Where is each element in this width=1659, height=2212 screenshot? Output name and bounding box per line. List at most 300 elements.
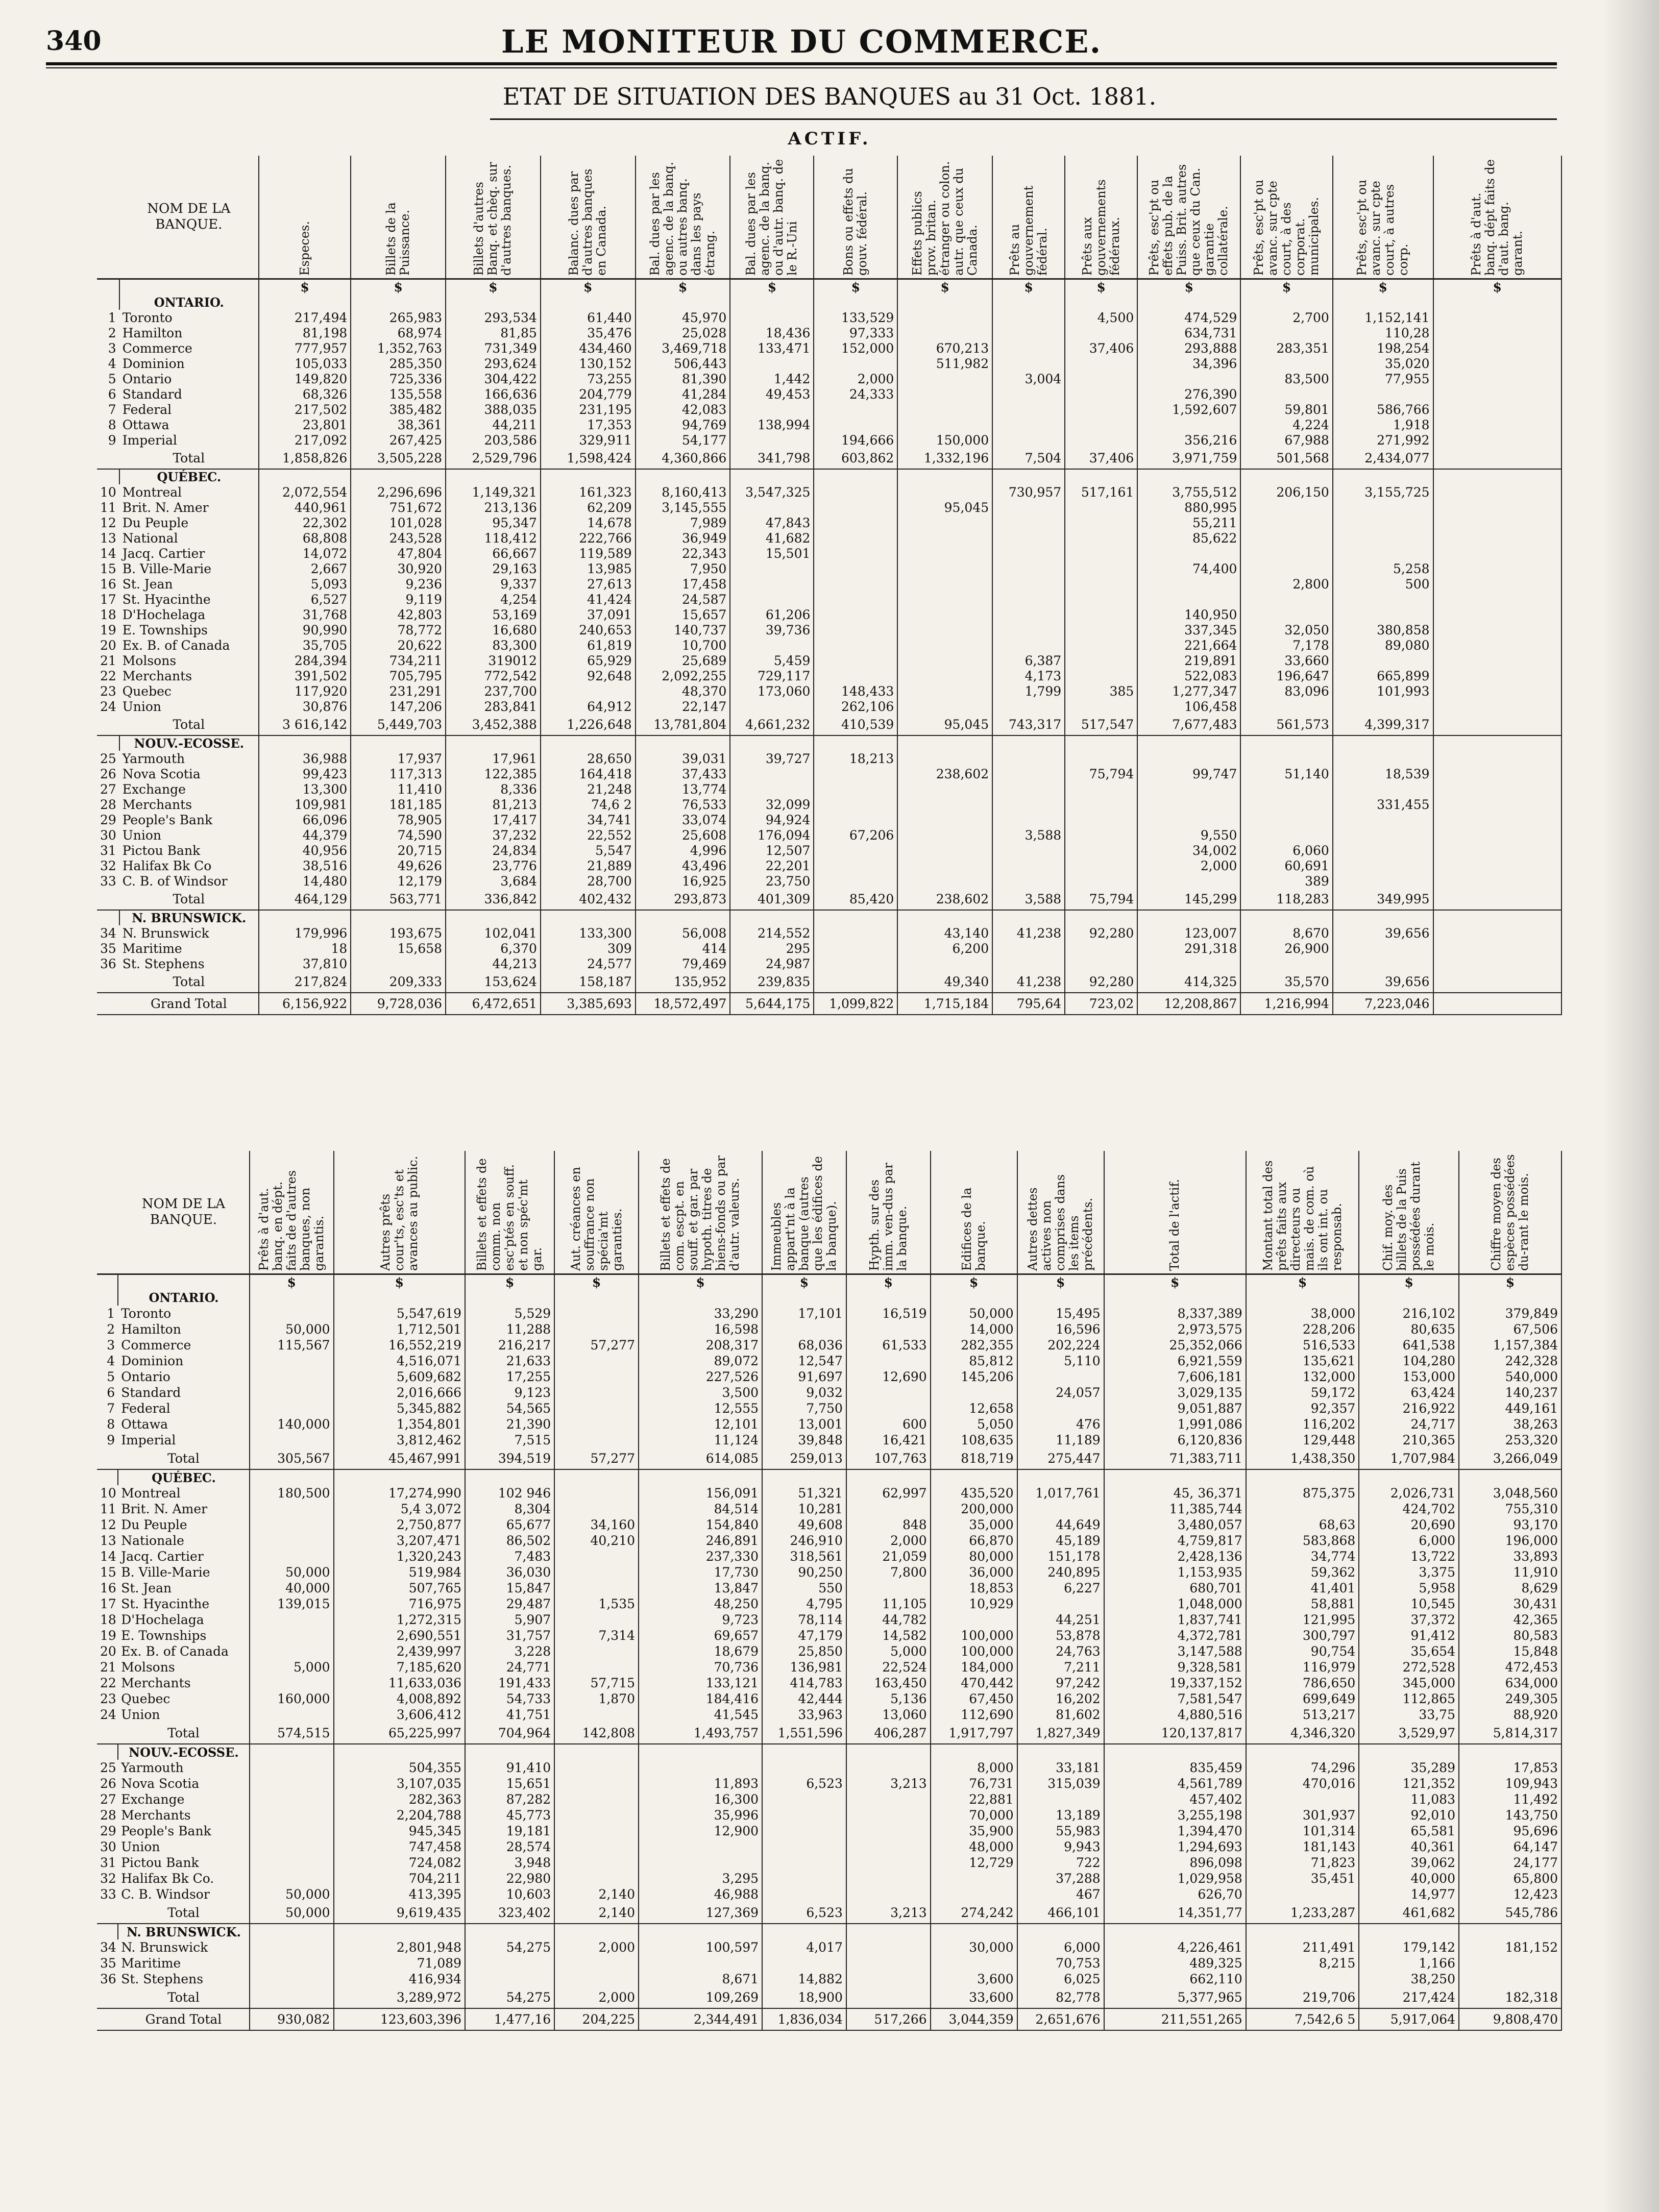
- value-cell: [1240, 781, 1332, 797]
- bank-name: Ex. B. of Canada: [118, 1643, 250, 1659]
- value-cell: 2,092,255: [636, 668, 730, 683]
- value-cell: [1433, 889, 1562, 910]
- bank-row: [97, 1791, 1562, 1807]
- value-cell: 3,505,228: [351, 448, 446, 469]
- value-cell: [897, 668, 992, 683]
- value-cell: 65,800: [1459, 1871, 1562, 1886]
- value-cell: [814, 546, 897, 561]
- currency-row: [97, 279, 1562, 295]
- value-cell: 61,206: [730, 607, 814, 622]
- value-cell: 295: [730, 941, 814, 956]
- value-cell: [897, 781, 992, 797]
- province-section-row: [97, 1290, 1562, 1306]
- value-cell: 449,161: [1459, 1400, 1562, 1416]
- value-cell: 31,768: [259, 607, 351, 622]
- bank-row: [97, 1306, 1562, 1321]
- value-cell: [554, 1564, 639, 1580]
- bank-name: St. Stephens: [119, 956, 259, 971]
- value-cell: [554, 1385, 639, 1400]
- value-cell: 563,771: [351, 889, 446, 910]
- value-cell: 70,736: [639, 1659, 762, 1675]
- value-cell: [1017, 1501, 1104, 1517]
- total-row: [97, 1987, 1562, 2008]
- value-cell: 116,202: [1246, 1416, 1359, 1432]
- value-cell: [814, 530, 897, 546]
- value-cell: 2,000: [554, 1987, 639, 2008]
- value-cell: 12,507: [730, 843, 814, 858]
- bank-name: Brit. N. Amer: [119, 500, 259, 515]
- column-header-label: Prêts au gouvernement fédéral.: [1007, 185, 1050, 276]
- value-cell: 44,211: [446, 417, 541, 432]
- value-cell: 283,841: [446, 699, 541, 714]
- value-cell: 285,350: [351, 356, 446, 371]
- value-cell: [992, 402, 1065, 417]
- column-header: [931, 1151, 1017, 1274]
- value-cell: 4,346,320: [1246, 1723, 1359, 1744]
- value-cell: [846, 1807, 931, 1823]
- value-cell: [1333, 858, 1433, 873]
- value-cell: 1,394,470: [1104, 1823, 1246, 1839]
- value-cell: [814, 668, 897, 683]
- currency-symbol: $: [541, 279, 636, 295]
- value-cell: 85,420: [814, 889, 897, 910]
- value-cell: 39,736: [730, 622, 814, 637]
- bank-row: [97, 1760, 1562, 1776]
- value-cell: 517,266: [846, 2008, 931, 2030]
- value-cell: 145,206: [931, 1369, 1017, 1385]
- value-cell: 583,868: [1246, 1533, 1359, 1549]
- value-cell: 6,120,836: [1104, 1432, 1246, 1448]
- row-index: 10: [100, 484, 116, 500]
- value-cell: [1333, 653, 1433, 668]
- value-cell: 66,870: [931, 1533, 1017, 1549]
- value-cell: 305,567: [250, 1448, 334, 1469]
- value-cell: 40,956: [259, 843, 351, 858]
- value-cell: 3,948: [465, 1855, 554, 1871]
- row-index: 19: [100, 622, 116, 637]
- value-cell: 9,123: [465, 1385, 554, 1400]
- value-cell: 385,482: [351, 402, 446, 417]
- currency-symbol: $: [897, 279, 992, 295]
- value-cell: 18,900: [762, 1987, 846, 2008]
- column-header-label: Autres dettes actives non comprises dans les items précédents.: [1026, 1174, 1095, 1271]
- value-cell: 7,178: [1240, 637, 1332, 653]
- value-cell: 4,008,892: [334, 1691, 466, 1707]
- value-cell: 1,294,693: [1104, 1839, 1246, 1855]
- value-cell: 356,216: [1137, 432, 1240, 448]
- column-header-label: Immeubles appart'nt à la banque (autres que les édifices de la banque).: [769, 1156, 839, 1271]
- value-cell: 156,091: [639, 1485, 762, 1501]
- value-cell: 2,000: [554, 1939, 639, 1955]
- row-index: 14: [100, 546, 116, 561]
- value-cell: [1240, 530, 1332, 546]
- value-cell: [1459, 1955, 1562, 1971]
- value-cell: 336,842: [446, 889, 541, 910]
- value-cell: [897, 607, 992, 622]
- value-cell: [554, 1643, 639, 1659]
- value-cell: 416,934: [334, 1971, 466, 1987]
- value-cell: 11,410: [351, 781, 446, 797]
- value-cell: 1,837,741: [1104, 1612, 1246, 1628]
- bank-row: [97, 371, 1562, 386]
- value-cell: 173,060: [730, 683, 814, 699]
- value-cell: [554, 1807, 639, 1823]
- bank-row: [97, 1691, 1562, 1707]
- value-cell: [1065, 356, 1137, 371]
- page-edge-shadow: [1603, 0, 1659, 2212]
- value-cell: [992, 500, 1065, 515]
- value-cell: 129,448: [1246, 1432, 1359, 1448]
- value-cell: 85,622: [1137, 530, 1240, 546]
- value-cell: 8,670: [1240, 925, 1332, 941]
- value-cell: 16,552,219: [334, 1337, 466, 1353]
- value-cell: 21,633: [465, 1353, 554, 1369]
- value-cell: 130,152: [541, 356, 636, 371]
- value-cell: 33,290: [639, 1306, 762, 1321]
- value-cell: 25,028: [636, 325, 730, 340]
- value-cell: 15,501: [730, 546, 814, 561]
- value-cell: 13,722: [1359, 1549, 1459, 1564]
- value-cell: [814, 971, 897, 993]
- value-cell: [730, 781, 814, 797]
- bank-row: [97, 1596, 1562, 1612]
- value-cell: 670,213: [897, 340, 992, 356]
- value-cell: 35,476: [541, 325, 636, 340]
- row-index: 12: [100, 1517, 116, 1532]
- value-cell: 30,000: [931, 1939, 1017, 1955]
- value-cell: [897, 576, 992, 592]
- value-cell: [814, 356, 897, 371]
- bank-name: Ontario: [118, 1369, 250, 1385]
- value-cell: [1017, 1400, 1104, 1416]
- value-cell: [814, 812, 897, 827]
- value-cell: 2,296,696: [351, 484, 446, 500]
- value-cell: 39,656: [1333, 925, 1433, 941]
- value-cell: [897, 561, 992, 576]
- bank-name: Nova Scotia: [119, 766, 259, 781]
- value-cell: 67,988: [1240, 432, 1332, 448]
- value-cell: 67,450: [931, 1691, 1017, 1707]
- bank-row: [97, 653, 1562, 668]
- value-cell: [814, 561, 897, 576]
- value-cell: 50,000: [250, 1564, 334, 1580]
- value-cell: [897, 592, 992, 607]
- value-cell: [814, 592, 897, 607]
- value-cell: [931, 1871, 1017, 1886]
- value-cell: 61,533: [846, 1337, 931, 1353]
- value-cell: 3,755,512: [1137, 484, 1240, 500]
- value-cell: 11,105: [846, 1596, 931, 1612]
- value-cell: 38,361: [351, 417, 446, 432]
- value-cell: [1333, 546, 1433, 561]
- value-cell: 58,881: [1246, 1596, 1359, 1612]
- value-cell: [992, 386, 1065, 402]
- value-cell: [846, 1987, 931, 2008]
- value-cell: [1065, 956, 1137, 971]
- total-label: Grand Total: [119, 993, 259, 1015]
- value-cell: 8,629: [1459, 1580, 1562, 1596]
- value-cell: 634,731: [1137, 325, 1240, 340]
- value-cell: 95,696: [1459, 1823, 1562, 1839]
- bank-name: Union: [119, 827, 259, 843]
- value-cell: 896,098: [1104, 1855, 1246, 1871]
- bank-row: [97, 766, 1562, 781]
- value-cell: 70,753: [1017, 1955, 1104, 1971]
- value-cell: [897, 310, 992, 325]
- value-cell: [1240, 827, 1332, 843]
- province-name: NOUV.-ECOSSE.: [119, 735, 259, 751]
- bank-row: [97, 386, 1562, 402]
- value-cell: 9,943: [1017, 1839, 1104, 1855]
- value-cell: 3,289,972: [334, 1987, 466, 2008]
- value-cell: 49,608: [762, 1517, 846, 1533]
- value-cell: 517,547: [1065, 714, 1137, 735]
- value-cell: [730, 699, 814, 714]
- column-header-label: Prêts, esc'pt ou avanc. sur cpte court, à autres corp.: [1355, 179, 1411, 276]
- value-cell: 38,000: [1246, 1306, 1359, 1321]
- value-cell: 122,385: [446, 766, 541, 781]
- bank-row: [97, 941, 1562, 956]
- value-cell: [250, 1432, 334, 1448]
- value-cell: 35,705: [259, 637, 351, 653]
- header-row: [97, 1151, 1562, 1274]
- row-index: 36: [100, 956, 116, 971]
- value-cell: 133,471: [730, 340, 814, 356]
- value-cell: 90,754: [1246, 1643, 1359, 1659]
- value-cell: 166,636: [446, 386, 541, 402]
- value-cell: 84,514: [639, 1501, 762, 1517]
- province-name: N. BRUNSWICK.: [118, 1924, 250, 1939]
- value-cell: 262,106: [814, 699, 897, 714]
- column-header-label: Prêts, esc'pt ou effets pub. de la Puiss. Brit. autres que ceux du Can. garantie collatérale.: [1147, 164, 1231, 276]
- currency-symbol: $: [846, 1274, 931, 1290]
- value-cell: 86,502: [465, 1533, 554, 1549]
- value-cell: [814, 500, 897, 515]
- value-cell: 513,217: [1246, 1707, 1359, 1723]
- value-cell: 64,147: [1459, 1839, 1562, 1855]
- value-cell: 331,455: [1333, 797, 1433, 812]
- value-cell: [1065, 500, 1137, 515]
- value-cell: 28,700: [541, 873, 636, 889]
- value-cell: 8,000: [931, 1760, 1017, 1776]
- column-header: [814, 156, 897, 279]
- column-header-label: Chif. moy. des billets de la Puis possédées durant le mois.: [1381, 1161, 1437, 1271]
- value-cell: [1333, 386, 1433, 402]
- value-cell: 5,4 3,072: [334, 1501, 466, 1517]
- value-cell: 440,961: [259, 500, 351, 515]
- value-cell: 1,535: [554, 1596, 639, 1612]
- value-cell: 3,155,725: [1333, 484, 1433, 500]
- row-index: 30: [100, 827, 116, 843]
- column-header: [846, 1151, 931, 1274]
- value-cell: [1433, 956, 1562, 971]
- value-cell: 15,651: [465, 1776, 554, 1791]
- value-cell: [1065, 432, 1137, 448]
- value-cell: 33,75: [1359, 1707, 1459, 1723]
- value-cell: 8,215: [1246, 1955, 1359, 1971]
- bank-row: [97, 1432, 1562, 1448]
- bank-name: Ottawa: [118, 1416, 250, 1432]
- row-index: 14: [100, 1549, 116, 1564]
- value-cell: 5,258: [1333, 561, 1433, 576]
- value-cell: 413,395: [334, 1886, 466, 1902]
- value-cell: 1,277,347: [1137, 683, 1240, 699]
- value-cell: 414,783: [762, 1675, 846, 1691]
- row-index: 31: [100, 1855, 116, 1870]
- value-cell: 34,160: [554, 1517, 639, 1533]
- value-cell: 95,045: [897, 714, 992, 735]
- value-cell: 92,280: [1065, 971, 1137, 993]
- value-cell: [554, 1485, 639, 1501]
- value-cell: [1246, 1971, 1359, 1987]
- value-cell: 25,352,066: [1104, 1337, 1246, 1353]
- bank-name: Nationale: [118, 1533, 250, 1549]
- value-cell: 470,442: [931, 1675, 1017, 1691]
- value-cell: 65,581: [1359, 1823, 1459, 1839]
- value-cell: 704,211: [334, 1871, 466, 1886]
- value-cell: 219,706: [1246, 1987, 1359, 2008]
- value-cell: 37,288: [1017, 1871, 1104, 1886]
- value-cell: 22,881: [931, 1791, 1017, 1807]
- value-cell: 47,804: [351, 546, 446, 561]
- bank-name: Union: [119, 699, 259, 714]
- total-label: Total: [118, 1448, 250, 1469]
- value-cell: 153,624: [446, 971, 541, 993]
- value-cell: 75,794: [1065, 766, 1137, 781]
- value-cell: [897, 530, 992, 546]
- value-cell: [897, 683, 992, 699]
- value-cell: 101,993: [1333, 683, 1433, 699]
- value-cell: [992, 873, 1065, 889]
- row-index: 9: [107, 1433, 115, 1447]
- row-index: 32: [100, 858, 116, 873]
- value-cell: [814, 622, 897, 637]
- value-cell: [1065, 325, 1137, 340]
- value-cell: 48,250: [639, 1596, 762, 1612]
- row-index: 24: [100, 1707, 116, 1722]
- bank-name: Du Peuple: [118, 1517, 250, 1533]
- province-name: NOUV.-ECOSSE.: [118, 1744, 250, 1760]
- value-cell: [1433, 653, 1562, 668]
- value-cell: 16,925: [636, 873, 730, 889]
- value-cell: 9,328,581: [1104, 1659, 1246, 1675]
- value-cell: 1,438,350: [1246, 1448, 1359, 1469]
- value-cell: 457,402: [1104, 1791, 1246, 1807]
- bank-name: Merchants: [119, 797, 259, 812]
- value-cell: 37,433: [636, 766, 730, 781]
- value-cell: 61,440: [541, 310, 636, 325]
- value-cell: 42,083: [636, 402, 730, 417]
- bank-row: [97, 1416, 1562, 1432]
- value-cell: 53,878: [1017, 1628, 1104, 1643]
- column-header: [897, 156, 992, 279]
- row-index: 16: [100, 1581, 116, 1595]
- value-cell: 16,202: [1017, 1691, 1104, 1707]
- value-cell: 81,85: [446, 325, 541, 340]
- value-cell: 16,300: [639, 1791, 762, 1807]
- value-cell: 16,596: [1017, 1321, 1104, 1337]
- value-cell: 135,952: [636, 971, 730, 993]
- bank-name: St. Hyacinthe: [118, 1596, 250, 1612]
- bank-name-header: NOM DE LA BANQUE.: [119, 156, 259, 279]
- value-cell: 33,963: [762, 1707, 846, 1723]
- value-cell: 24,177: [1459, 1855, 1562, 1871]
- value-cell: [1240, 797, 1332, 812]
- value-cell: [846, 1839, 931, 1855]
- bank-row: [97, 1855, 1562, 1871]
- value-cell: 283,351: [1240, 340, 1332, 356]
- value-cell: [1137, 797, 1240, 812]
- total-row: [97, 448, 1562, 469]
- bank-name: Toronto: [119, 310, 259, 325]
- value-cell: [1246, 1791, 1359, 1807]
- value-cell: 109,943: [1459, 1776, 1562, 1791]
- column-header: [446, 156, 541, 279]
- subtitle-rule: [490, 118, 1557, 120]
- value-cell: [1065, 699, 1137, 714]
- value-cell: [1137, 751, 1240, 766]
- value-cell: 35,996: [639, 1807, 762, 1823]
- value-cell: [897, 325, 992, 340]
- bank-name: Exchange: [119, 781, 259, 797]
- value-cell: 2,750,877: [334, 1517, 466, 1533]
- value-cell: [730, 500, 814, 515]
- value-cell: [250, 1807, 334, 1823]
- value-cell: 44,213: [446, 956, 541, 971]
- value-cell: 271,992: [1333, 432, 1433, 448]
- value-cell: 1,827,349: [1017, 1723, 1104, 1744]
- value-cell: 470,016: [1246, 1776, 1359, 1791]
- currency-symbol: $: [636, 279, 730, 295]
- column-header-label: Billets et effets de com. escpt. en souff. et gar. par hypoth. titres de biens-fonds ou par d'autr. valeurs.: [658, 1156, 742, 1271]
- value-cell: 25,850: [762, 1643, 846, 1659]
- value-cell: 33,074: [636, 812, 730, 827]
- value-cell: 209,333: [351, 971, 446, 993]
- value-cell: [554, 1955, 639, 1971]
- value-cell: 1,320,243: [334, 1549, 466, 1564]
- currency-symbol: $: [1017, 1274, 1104, 1290]
- value-cell: 4,360,866: [636, 448, 730, 469]
- bank-name: St. Jean: [118, 1580, 250, 1596]
- value-cell: [639, 1839, 762, 1855]
- value-cell: 196,000: [1459, 1533, 1562, 1549]
- value-cell: 216,217: [465, 1337, 554, 1353]
- bank-row: [97, 1400, 1562, 1416]
- total-label: Total: [119, 971, 259, 993]
- value-cell: [1240, 812, 1332, 827]
- value-cell: 3,295: [639, 1871, 762, 1886]
- column-header-label: Aut. créances en souffrance non spécia'mt garanties.: [568, 1167, 624, 1271]
- column-header: [541, 156, 636, 279]
- value-cell: 24,771: [465, 1659, 554, 1675]
- value-cell: 641,538: [1359, 1337, 1459, 1353]
- value-cell: 35,654: [1359, 1643, 1459, 1659]
- value-cell: [1065, 386, 1137, 402]
- value-cell: 18,539: [1333, 766, 1433, 781]
- row-index: 4: [108, 356, 116, 371]
- value-cell: 2,000: [846, 1533, 931, 1549]
- value-cell: 8,671: [639, 1971, 762, 1987]
- bank-row: [97, 873, 1562, 889]
- value-cell: 818,719: [931, 1448, 1017, 1469]
- value-cell: 180,500: [250, 1485, 334, 1501]
- currency-symbol: $: [1433, 279, 1562, 295]
- value-cell: [814, 873, 897, 889]
- value-cell: 1,157,384: [1459, 1337, 1562, 1353]
- total-label: Total: [118, 1987, 250, 2008]
- column-header: [465, 1151, 554, 1274]
- value-cell: 3,606,412: [334, 1707, 466, 1723]
